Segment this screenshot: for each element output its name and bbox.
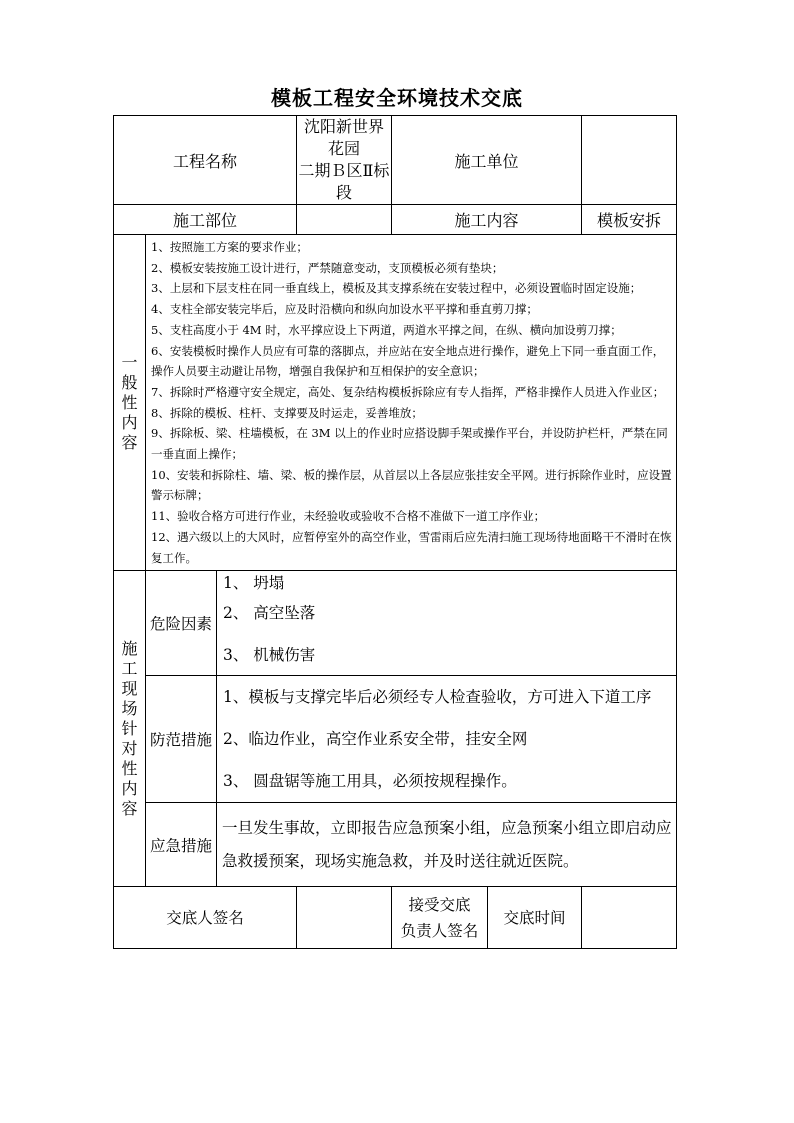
general-item-12: 12、遇六级以上的大风时，应暂停室外的高空作业，雪雷雨后应先清扫施工现场待地面略干不滑时在恢复工作。	[151, 529, 672, 565]
hazard-item-1: 1、 坍塌	[223, 574, 285, 593]
label-char: 般	[121, 372, 138, 392]
signature-row	[114, 887, 677, 949]
label-char: 性	[121, 758, 138, 778]
general-item-3: 3、上层和下层支柱在同一垂直线上，模板及其支撑系统在安装过程中，必须设置临时固定设施；	[151, 281, 642, 296]
label-char: 容	[121, 798, 138, 818]
prevention-label: 防范措施	[146, 676, 217, 803]
label-char: 工	[121, 658, 138, 678]
general-item-5: 5、支柱高度小于 4M 时，水平撑应设上下两道，两道水平撑之间，在纵、横向加设剪刀撑；	[151, 322, 622, 337]
construction-content-value: 模板安拆	[582, 205, 677, 235]
construction-unit-value	[582, 116, 677, 205]
prevention-item-1: 1、模板与支撑完毕后必须经专人检查验收，方可进入下道工序	[223, 688, 652, 707]
label-char: 场	[121, 698, 138, 718]
label-char: 容	[121, 432, 138, 452]
construction-part-label: 施工部位	[114, 205, 297, 235]
hazard-item-2: 2、 高空坠落	[223, 604, 316, 623]
document-title: 模板工程安全环境技术交底	[271, 86, 523, 110]
general-content-row	[114, 235, 677, 571]
emergency-text: 一旦发生事故，立即报告应急预案小组，应急预案小组立即启动应急救援预案，现场实施急救，并及时送往就近医院。	[217, 803, 677, 887]
prevention-list	[217, 676, 677, 803]
general-item-7: 7、拆除时严格遵守安全规定，高处、复杂结构模板拆除应有专人指挥，严格非操作人员进入作业区；	[151, 384, 665, 399]
label-char: 现	[121, 678, 138, 698]
prevention-row	[114, 676, 677, 803]
construction-content-label: 施工内容	[392, 205, 582, 235]
safety-disclosure-table	[113, 115, 677, 949]
hazard-item-3: 3、 机械伤害	[223, 646, 316, 665]
construction-part-value	[297, 205, 392, 235]
prevention-item-2: 2、临边作业，高空作业系安全带，挂安全网	[223, 730, 528, 749]
receiver-label-line2: 负责人签名	[400, 921, 479, 940]
label-char: 针	[121, 718, 138, 738]
general-item-10: 10、安装和拆除柱、墙、梁、板的操作层，从首层以上各层应张挂安全平网。进行拆除作业时，应设置警示标牌；	[151, 467, 672, 503]
handover-time-label: 交底时间	[488, 887, 582, 949]
handover-time-value	[582, 887, 677, 949]
label-char: 内	[121, 778, 138, 798]
general-item-4: 4、支柱全部安装完毕后，应及时沿横向和纵向加设水平平撑和垂直剪刀撑；	[151, 302, 538, 317]
part-row	[114, 205, 677, 235]
label-char: 施	[121, 638, 138, 658]
project-name-line1: 沈阳新世界花园	[303, 117, 384, 158]
handover-signer-label: 交底人签名	[114, 887, 297, 949]
project-row	[114, 116, 677, 205]
prevention-item-3: 3、 圆盘锯等施工用具，必须按规程操作。	[223, 772, 517, 791]
general-content-list	[146, 235, 677, 571]
label-char: 对	[121, 738, 138, 758]
general-item-2: 2、模板安装按施工设计进行，严禁随意变动，支顶模板必须有垫块；	[151, 260, 504, 275]
general-content-label	[114, 235, 146, 571]
label-char: 内	[121, 412, 138, 432]
construction-unit-label: 施工单位	[392, 116, 582, 205]
general-item-9: 9、拆除板、梁、柱墙模板，在 3M 以上的作业时应搭设脚手架或操作平台，并设防护栏杆，严禁在同一垂直面上操作；	[151, 426, 668, 462]
site-content-label	[114, 571, 146, 887]
label-char: 一	[121, 352, 138, 372]
hazard-row	[114, 571, 677, 676]
general-item-1: 1、按照施工方案的要求作业；	[151, 240, 308, 254]
hazard-label: 危险因素	[146, 571, 217, 676]
receiver-label-line1: 接受交底	[408, 895, 471, 914]
general-item-8: 8、拆除的模板、柱杆、支撑要及时运走，妥善堆放；	[151, 405, 423, 420]
emergency-row	[114, 803, 677, 887]
handover-signer-value	[297, 887, 392, 949]
project-name-line2: 二期Ｂ区Ⅱ标段	[298, 161, 390, 202]
label-char: 性	[121, 392, 138, 412]
general-item-11: 11、验收合格方可进行作业，未经验收或验收不合格不准做下一道工序作业；	[151, 509, 546, 524]
emergency-label: 应急措施	[146, 803, 217, 887]
project-name-value	[297, 116, 392, 205]
general-item-6: 6、安装模板时操作人员应有可靠的落脚点，并应站在安全地点进行操作，避免上下同一垂直面工作，操作人员要主动避让吊物，增强自我保护和互相保护的安全意识；	[151, 343, 665, 379]
hazard-list	[217, 571, 677, 676]
receiver-signer-label	[392, 887, 488, 949]
project-name-label: 工程名称	[114, 116, 297, 205]
